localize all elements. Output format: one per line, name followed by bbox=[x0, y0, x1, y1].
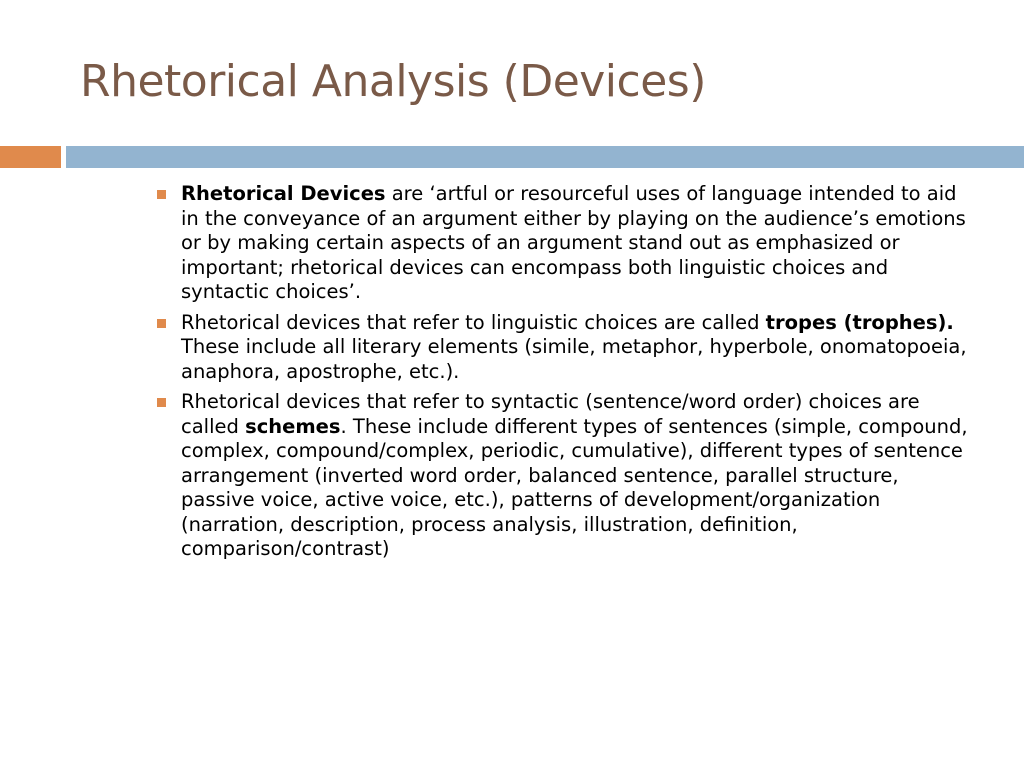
bullet-text bbox=[181, 182, 977, 305]
square-bullet-icon bbox=[157, 190, 166, 199]
bullet-item bbox=[157, 390, 977, 562]
bullet-bold-term: tropes (trophes). bbox=[765, 310, 954, 334]
accent-bar-blue bbox=[66, 146, 1024, 168]
slide-title: Rhetorical Analysis (Devices) bbox=[80, 56, 706, 107]
bullet-item bbox=[157, 311, 977, 385]
bullet-list bbox=[157, 182, 977, 568]
square-bullet-icon bbox=[157, 319, 166, 328]
square-bullet-icon bbox=[157, 398, 166, 407]
bullet-body-text: Rhetorical devices that refer to linguistic choices are called bbox=[181, 310, 766, 334]
bullet-body-text: These include all literary elements (simile, metaphor, hyperbole, onomatopoeia, anaphora, apostrophe, etc.). bbox=[181, 335, 967, 383]
bullet-body-text: . These include different types of sentences (simple, compound, complex, compound/complex, periodic, cumulative), different types of sentence arrangement (inverted word order, balanced sentence, parallel structure, passive voice, active voice, etc.), patterns of development/organization (narration, description, process analysis, illustration, definition, comparison/contrast) bbox=[181, 414, 968, 560]
accent-bar-orange bbox=[0, 146, 61, 168]
bullet-bold-term: Rhetorical Devices bbox=[181, 182, 386, 205]
bullet-bold-term: schemes bbox=[245, 414, 341, 438]
bullet-body-text: are ‘artful or resourceful uses of language intended to aid in the conveyance of an argument either by playing on the audience’s emotions or by making certain aspects of an argument stand out as emphasized or important; rhetorical devices can encompass both linguistic choices and syntactic choices’. bbox=[181, 182, 966, 303]
bullet-text bbox=[181, 311, 977, 385]
bullet-text bbox=[181, 390, 977, 562]
bullet-item bbox=[157, 182, 977, 305]
bullet-body-text: Rhetorical devices that refer to syntactic (sentence/word order) choices are called bbox=[181, 390, 920, 438]
